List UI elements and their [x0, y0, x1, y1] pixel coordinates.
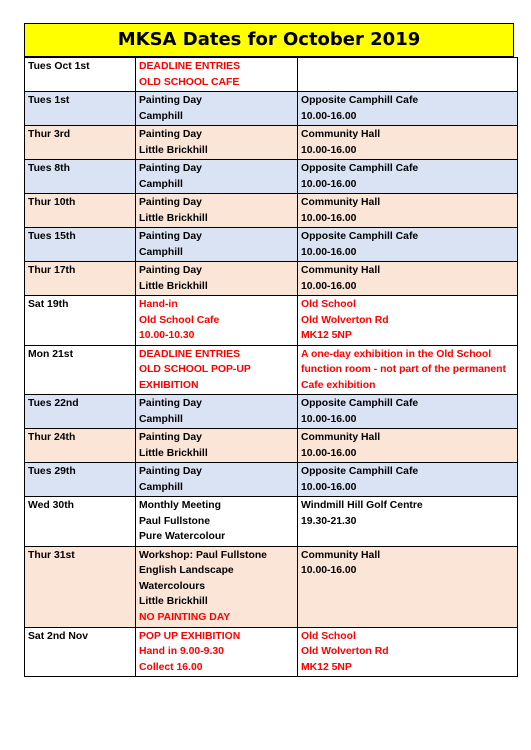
date-cell	[25, 463, 136, 497]
location-line: Old Wolverton Rd	[301, 314, 389, 326]
table-row	[25, 58, 518, 92]
location-line: MK12 5NP	[301, 661, 352, 673]
event-cell	[136, 345, 298, 395]
date-text: Tues Oct 1st	[28, 61, 90, 72]
event-line: Paul Fullstone	[139, 515, 211, 527]
event-line: Collect 16.00	[139, 661, 203, 673]
location-cell	[298, 497, 518, 547]
event-cell	[136, 497, 298, 547]
event-cell	[136, 194, 298, 228]
date-text: Thur 3rd	[28, 129, 71, 140]
location-line: Windmill Hill Golf Centre	[301, 500, 423, 511]
event-line: POP UP EXHIBITION	[139, 630, 241, 642]
location-cell	[298, 395, 518, 429]
location-line: Opposite Camphill Cafe	[301, 398, 419, 409]
date-text: Sat 19th	[28, 299, 69, 310]
location-cell	[298, 463, 518, 497]
event-cell	[136, 463, 298, 497]
date-text: Tues 22nd	[28, 398, 79, 409]
event-cell	[136, 160, 298, 194]
date-cell	[25, 546, 136, 627]
location-line: Community Hall	[301, 129, 381, 140]
date-text: Thur 31st	[28, 549, 75, 561]
location-line: A one-day exhibition in the Old School function room - not part of the permanent Cafe exhibition	[301, 348, 506, 391]
schedule-table-body	[25, 58, 518, 677]
location-line: 10.00-16.00	[301, 413, 357, 425]
date-text: Mon 21st	[28, 348, 74, 360]
location-line: 10.00-16.00	[301, 447, 357, 459]
event-line: Painting Day	[139, 163, 202, 174]
location-line: 10.00-16.00	[301, 144, 357, 156]
event-line: DEADLINE ENTRIES	[139, 348, 241, 360]
date-cell	[25, 126, 136, 160]
location-line: 19.30-21.30	[301, 515, 357, 527]
date-cell	[25, 58, 136, 92]
event-line: Pure Watercolour	[139, 531, 226, 542]
event-line: OLD SCHOOL POP-UP	[139, 364, 251, 375]
event-cell	[136, 627, 298, 677]
location-line: Opposite Camphill Cafe	[301, 466, 419, 477]
date-cell	[25, 194, 136, 228]
location-line: 10.00-16.00	[301, 565, 357, 576]
location-line: Community Hall	[301, 549, 381, 561]
date-text: Thur 17th	[28, 265, 76, 276]
event-line: NO PAINTING DAY	[139, 611, 231, 623]
location-line: Old School	[301, 299, 356, 310]
event-line: Hand in 9.00-9.30	[139, 646, 224, 657]
event-cell	[136, 429, 298, 463]
event-line: Painting Day	[139, 231, 202, 242]
event-cell	[136, 296, 298, 346]
location-line: 10.00-16.00	[301, 481, 357, 493]
table-row	[25, 92, 518, 126]
date-text: Tues 15th	[28, 231, 76, 242]
date-text: Sat 2nd Nov	[28, 630, 89, 642]
location-cell	[298, 546, 518, 627]
location-cell	[298, 345, 518, 395]
location-line: Community Hall	[301, 197, 381, 208]
date-cell	[25, 262, 136, 296]
event-cell	[136, 58, 298, 92]
location-cell	[298, 627, 518, 677]
event-cell	[136, 126, 298, 160]
event-line: Painting Day	[139, 466, 202, 477]
location-cell	[298, 160, 518, 194]
date-cell	[25, 395, 136, 429]
event-line: Little Brickhill	[139, 212, 208, 224]
date-text: Thur 10th	[28, 197, 76, 208]
location-cell	[298, 194, 518, 228]
location-line: 10.00-16.00	[301, 178, 357, 190]
date-text: Wed 30th	[28, 500, 74, 511]
event-line: Painting Day	[139, 398, 202, 409]
event-line: Little Brickhill	[139, 280, 208, 292]
event-line: Camphill	[139, 178, 183, 190]
table-row	[25, 262, 518, 296]
location-line: MK12 5NP	[301, 330, 352, 341]
location-line: 10.00-16.00	[301, 280, 357, 292]
table-row	[25, 546, 518, 627]
date-cell	[25, 429, 136, 463]
location-line: 10.00-16.00	[301, 110, 357, 122]
location-line: Opposite Camphill Cafe	[301, 231, 419, 242]
event-cell	[136, 262, 298, 296]
location-cell	[298, 228, 518, 262]
date-cell	[25, 296, 136, 346]
location-line: Opposite Camphill Cafe	[301, 95, 419, 106]
location-cell	[298, 262, 518, 296]
table-row	[25, 126, 518, 160]
date-text: Thur 24th	[28, 432, 76, 443]
event-line: Monthly Meeting	[139, 500, 221, 511]
location-line: Old School	[301, 630, 356, 642]
event-line: Painting Day	[139, 432, 202, 443]
location-line: 10.00-16.00	[301, 246, 357, 258]
event-line: Painting Day	[139, 197, 202, 208]
event-line: EXHIBITION	[139, 379, 199, 391]
location-line: Old Wolverton Rd	[301, 646, 389, 657]
date-cell	[25, 345, 136, 395]
event-cell	[136, 92, 298, 126]
table-row	[25, 395, 518, 429]
event-line: Old School Cafe	[139, 314, 220, 326]
date-cell	[25, 497, 136, 547]
table-row	[25, 463, 518, 497]
date-text: Tues 1st	[28, 95, 70, 106]
location-cell	[298, 58, 518, 92]
event-line: Camphill	[139, 413, 183, 425]
event-line: Little Brickhill	[139, 144, 208, 156]
date-text: Tues 29th	[28, 466, 76, 477]
table-row	[25, 429, 518, 463]
event-line: Camphill	[139, 481, 183, 493]
event-line: OLD SCHOOL CAFE	[139, 76, 240, 88]
location-cell	[298, 429, 518, 463]
table-row	[25, 296, 518, 346]
event-line: Painting Day	[139, 95, 202, 106]
location-cell	[298, 92, 518, 126]
table-row	[25, 497, 518, 547]
event-line: Little Brickhill	[139, 447, 208, 459]
event-cell	[136, 546, 298, 627]
location-line: Community Hall	[301, 265, 381, 276]
date-cell	[25, 92, 136, 126]
table-row	[25, 160, 518, 194]
location-line: Opposite Camphill Cafe	[301, 163, 419, 174]
event-line: Little Brickhill	[139, 596, 208, 607]
table-row	[25, 194, 518, 228]
event-line: Camphill	[139, 246, 183, 258]
date-cell	[25, 627, 136, 677]
date-cell	[25, 160, 136, 194]
page-title: MKSA Dates for October 2019	[24, 23, 514, 57]
event-line: Painting Day	[139, 265, 202, 276]
event-line: Watercolours	[139, 580, 206, 592]
location-line: Community Hall	[301, 432, 381, 443]
date-cell	[25, 228, 136, 262]
table-row	[25, 627, 518, 677]
event-line: Painting Day	[139, 129, 202, 140]
event-line: English Landscape	[139, 565, 234, 576]
event-cell	[136, 228, 298, 262]
schedule-sheet	[24, 23, 514, 677]
event-line: Hand-in	[139, 299, 178, 310]
event-line: Camphill	[139, 110, 183, 122]
location-cell	[298, 126, 518, 160]
location-line: 10.00-16.00	[301, 212, 357, 224]
event-line: DEADLINE ENTRIES	[139, 61, 241, 72]
event-line: Workshop: Paul Fullstone	[139, 549, 267, 561]
location-cell	[298, 296, 518, 346]
schedule-table	[24, 57, 518, 677]
event-line: 10.00-10.30	[139, 330, 195, 341]
event-cell	[136, 395, 298, 429]
table-row	[25, 228, 518, 262]
table-row	[25, 345, 518, 395]
date-text: Tues 8th	[28, 163, 70, 174]
